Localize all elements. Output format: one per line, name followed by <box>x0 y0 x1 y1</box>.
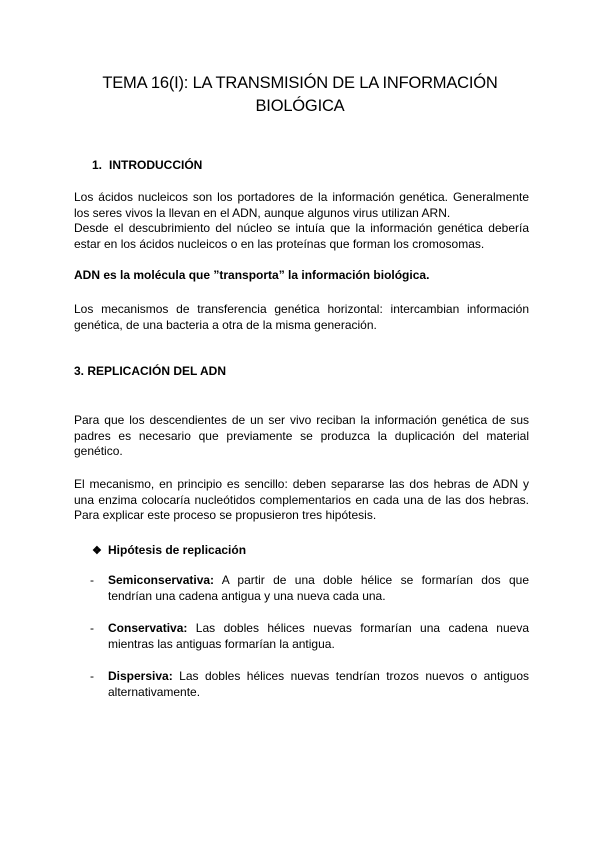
list-item-term: Conservativa: <box>108 621 188 635</box>
hypotheses-subheading-text: Hipótesis de replicación <box>108 543 247 557</box>
title-line-2: BIOLÓGICA <box>255 97 345 115</box>
section-1-number: 1. <box>92 158 103 172</box>
rep-p2-line-2: una enzima colocaría nucleótidos complementarios en cada una de las dos hebras. <box>74 492 529 507</box>
intro-p1-line-1: Los ácidos nucleicos son los portadores de la información genética. Generalmente <box>74 190 529 204</box>
dash-bullet: - <box>90 669 94 683</box>
section-1-heading <box>92 158 202 172</box>
dash-bullet: - <box>90 573 94 587</box>
hypotheses-subheading <box>92 543 246 557</box>
page-title <box>60 72 540 118</box>
rep-p1-line-2: padres es necesario que previamente se produzca la duplicación del material <box>74 428 529 443</box>
intro-paragraph-1 <box>74 190 529 252</box>
list-item-term: Semiconservativa: <box>108 573 215 587</box>
list-item-body <box>108 621 529 652</box>
rep-p2-line-1: El mecanismo, en principio es sencillo: deben separarse las dos hebras de ADN y <box>74 477 529 491</box>
intro-p1-line-2: los seres vivos la llevan en el ADN, aunque algunos virus utilizan ARN. <box>74 205 451 220</box>
rep-p1-line-3: genético. <box>74 444 123 458</box>
diamond-bullet-icon: ❖ <box>92 545 102 557</box>
dash-bullet: - <box>90 621 94 635</box>
rep-p2-line-3: Para explicar este proceso se propusieron tres hipótesis. <box>74 508 377 522</box>
list-item-text: Las dobles hélices nuevas tendrían trozos nuevos o antiguos <box>172 669 529 683</box>
list-item-body <box>108 669 529 700</box>
list-item-body <box>108 573 529 604</box>
list-item-text-2: tendrían una cadena antigua y una nueva cada una. <box>108 588 386 603</box>
section-1-heading-text: INTRODUCCIÓN <box>109 158 203 172</box>
intro-p2-line-1: Los mecanismos de transferencia genética horizontal: intercambian información <box>74 302 529 316</box>
list-item-text-2: mientras las antiguas formarían la antigua. <box>108 636 335 651</box>
intro-p1-line-4: estar en los ácidos nucleicos o en las proteínas que forman los cromosomas. <box>74 236 485 251</box>
title-line-1: TEMA 16(I): LA TRANSMISIÓN DE LA INFORMACIÓN <box>102 74 498 92</box>
list-item-text-2: alternativamente. <box>108 684 201 699</box>
section-3-heading: 3. REPLICACIÓN DEL ADN <box>74 364 227 378</box>
replication-paragraph-1 <box>74 413 529 460</box>
bold-statement: ADN es la molécula que ”transporta” la información biológica. <box>74 268 430 282</box>
intro-paragraph-2 <box>74 302 529 333</box>
list-item-term: Dispersiva: <box>108 669 173 683</box>
replication-paragraph-2 <box>74 477 529 524</box>
rep-p1-line-1: Para que los descendientes de un ser vivo reciban la información genética de sus <box>74 413 529 427</box>
list-item-text: Las dobles hélices nuevas formarían una cadena nueva <box>187 621 529 635</box>
intro-p2-line-2: genética, de una bacteria a otra de la misma generación. <box>74 317 377 332</box>
intro-p1-line-3: Desde el descubrimiento del núcleo se intuía que la información genética debería <box>74 221 529 235</box>
list-item-text: A partir de una doble hélice se formarían dos que <box>214 573 529 587</box>
